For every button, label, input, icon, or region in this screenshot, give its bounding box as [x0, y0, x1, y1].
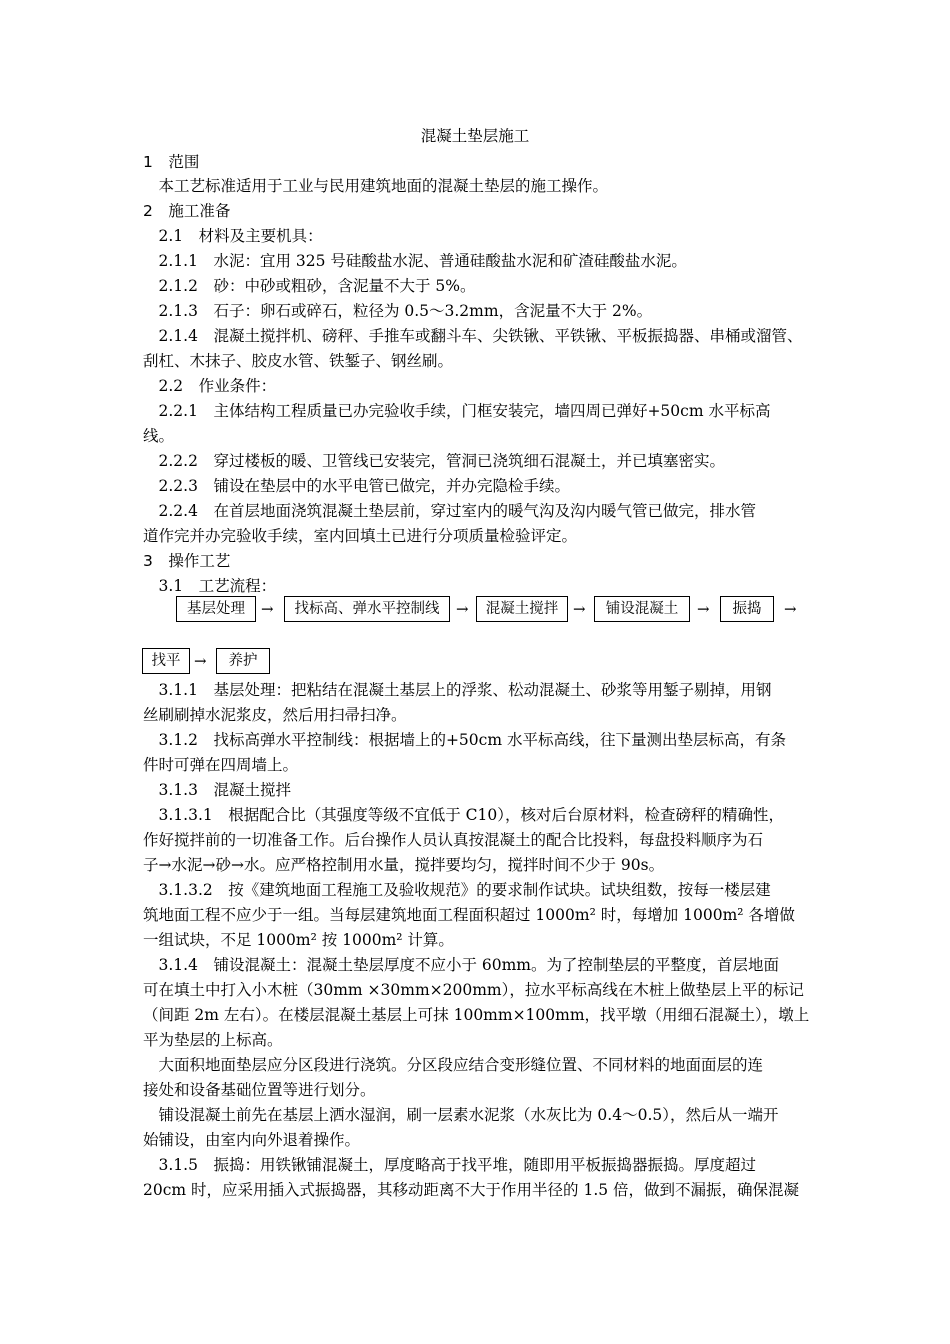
section-3-heading: 3 操作工艺 [143, 552, 231, 570]
item-3-1-2-line2: 件时可弹在四周墙上。 [143, 756, 299, 774]
item-3-1-4-line1: 3.1.4 铺设混凝土：混凝土垫层厚度不应小于 60mm。为了控制垫层的平整度，首层地面 [143, 956, 779, 974]
flow-step-mixing: 混凝土搅拌 [476, 596, 568, 622]
item-2-1-4-line2: 刮杠、木抹子、胶皮水管、铁錾子、钢丝刷。 [143, 352, 454, 370]
item-2-2-1-line2: 线。 [143, 427, 175, 445]
item-2-2-4-line1: 2.2.4 在首层地面浇筑混凝土垫层前，穿过室内的暖气沟及沟内暖气管已做完，排水管 [143, 502, 756, 520]
flow-arrow: → [261, 600, 274, 618]
item-2-1-1: 2.1.1 水泥：宜用 325 号硅酸盐水泥、普通硅酸盐水泥和矿渣硅酸盐水泥。 [143, 252, 687, 270]
flow-arrow: → [573, 600, 586, 618]
paragraph-wetting-line1: 铺设混凝土前先在基层上洒水湿润，刷一层素水泥浆（水灰比为 0.4～0.5），然后从一端开 [143, 1106, 779, 1124]
item-3-1: 3.1 工艺流程： [143, 577, 277, 595]
item-3-1-3: 3.1.3 混凝土搅拌 [143, 781, 291, 799]
flow-step-base-treatment: 基层处理 [176, 596, 256, 622]
paragraph-zoning-line1: 大面积地面垫层应分区段进行浇筑。分区段应结合变形缝位置、不同材料的地面面层的连 [143, 1056, 764, 1074]
section-2-heading: 2 施工准备 [143, 202, 231, 220]
item-2-1-2: 2.1.2 砂：中砂或粗砂，含泥量不大于 5%。 [143, 277, 476, 295]
item-3-1-1-line2: 丝刷刷掉水泥浆皮，然后用扫帚扫净。 [143, 706, 407, 724]
section-1-text: 本工艺标准适用于工业与民用建筑地面的混凝土垫层的施工操作。 [143, 177, 609, 195]
section-1-heading: 1 范围 [143, 153, 200, 171]
paragraph-wetting-line2: 始铺设，由室内向外退着操作。 [143, 1131, 361, 1149]
flow-step-leveling: 找平 [142, 648, 190, 674]
flow-step-placing: 铺设混凝土 [594, 596, 690, 622]
item-2-2-3: 2.2.3 铺设在垫层中的水平电管已做完，并办完隐检手续。 [143, 477, 570, 495]
paragraph-zoning-line2: 接处和设备基础位置等进行划分。 [143, 1081, 376, 1099]
item-3-1-4-line3: （间距 2m 左右）。在楼层混凝土基层上可抹 100mm×100mm，找平墩（用细石混凝土），墩上 [143, 1006, 810, 1024]
flow-arrow: → [456, 600, 469, 618]
item-2-1: 2.1 材料及主要机具： [143, 227, 323, 245]
item-3-1-4-line4: 平为垫层的上标高。 [143, 1031, 283, 1049]
item-2-2-1-line1: 2.2.1 主体结构工程质量已办完验收手续，门框安装完，墙四周已弹好+50cm 水平标高 [143, 402, 771, 420]
item-3-1-5-line1: 3.1.5 振捣：用铁锹铺混凝土，厚度略高于找平堆，随即用平板振捣器振捣。厚度超过 [143, 1156, 756, 1174]
item-3-1-3-2-line3: 一组试块，不足 1000m² 按 1000m² 计算。 [143, 931, 454, 949]
item-2-1-4-line1: 2.1.4 混凝土搅拌机、磅秤、手推车或翻斗车、尖铁锹、平铁锹、平板振捣器、串桶或溜管、 [143, 327, 803, 345]
flow-step-curing: 养护 [216, 648, 270, 674]
document-title: 混凝土垫层施工 [420, 127, 530, 145]
item-3-1-3-1-line1: 3.1.3.1 根据配合比（其强度等级不宜低于 C10），核对后台原材料，检查磅秤的精确性， [143, 806, 784, 824]
flow-arrow: → [697, 600, 710, 618]
item-3-1-3-2-line2: 筑地面工程不应少于一组。当每层建筑地面工程面积超过 1000m² 时，每增加 1000m² 各增做 [143, 906, 795, 924]
item-3-1-3-1-line2: 作好搅拌前的一切准备工作。后台操作人员认真按混凝土的配合比投料，每盘投料顺序为石 [143, 831, 764, 849]
flow-arrow: → [784, 600, 797, 618]
item-2-2: 2.2 作业条件： [143, 377, 277, 395]
item-2-2-2: 2.2.2 穿过楼板的暖、卫管线已安装完，管洞已浇筑细石混凝土，并已填塞密实。 [143, 452, 725, 470]
item-3-1-5-line2: 20cm 时，应采用插入式振捣器，其移动距离不大于作用半径的 1.5 倍，做到不漏振，确保混凝 [143, 1181, 800, 1199]
item-3-1-3-2-line1: 3.1.3.2 按《建筑地面工程施工及验收规范》的要求制作试块。试块组数，按每一楼层建 [143, 881, 771, 899]
item-2-1-3: 2.1.3 石子：卵石或碎石，粒径为 0.5～3.2mm，含泥量不大于 2%。 [143, 302, 653, 320]
item-3-1-4-line2: 可在填土中打入小木桩（30mm ×30mm×200mm），拉水平标高线在木桩上做垫层上平的标记 [143, 981, 804, 999]
flow-arrow: → [194, 652, 207, 670]
item-3-1-2-line1: 3.1.2 找标高弹水平控制线：根据墙上的+50cm 水平标高线，往下量测出垫层标高，有条 [143, 731, 786, 749]
flow-step-vibrating: 振捣 [720, 596, 774, 622]
item-2-2-4-line2: 道作完并办完验收手续，室内回填土已进行分项质量检验评定。 [143, 527, 578, 545]
flow-step-level-lines: 找标高、弹水平控制线 [284, 596, 450, 622]
item-3-1-3-1-line3: 子→水泥→砂→水。应严格控制用水量，搅拌要均匀，搅拌时间不少于 90s。 [143, 856, 665, 874]
item-3-1-1-line1: 3.1.1 基层处理：把粘结在混凝土基层上的浮浆、松动混凝土、砂浆等用錾子剔掉，用钢 [143, 681, 772, 699]
